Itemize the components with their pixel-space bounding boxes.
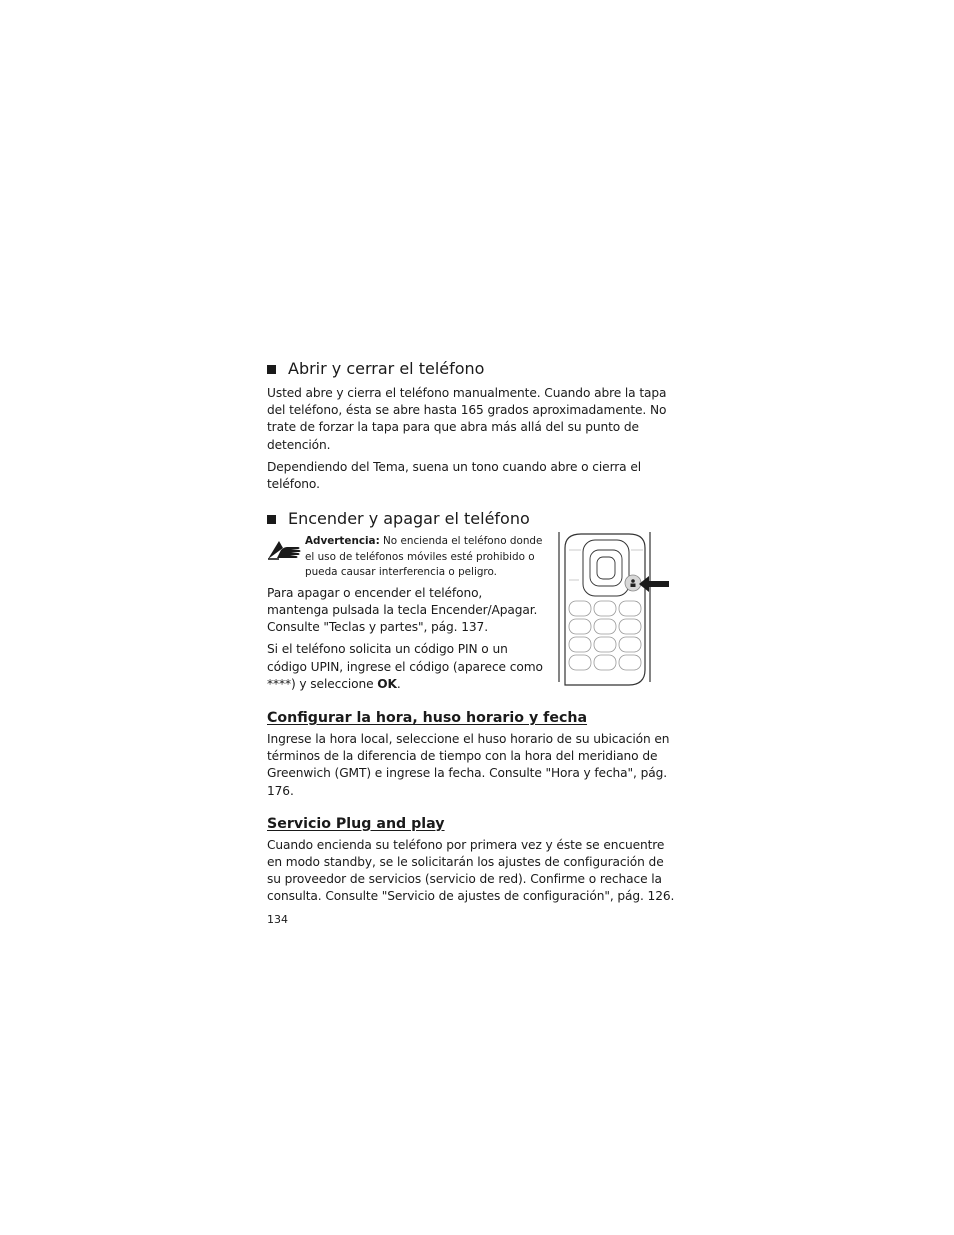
paragraph-time-date: Ingrese la hora local, seleccione el huso horario de su ubicación en términos de la diferencia de tiempo con la hora del meridiano de Greenwich (GMT) e ingrese la fecha. Consulte "Hora y fecha", pág. 176. [267, 731, 670, 798]
bullet-square-icon [267, 515, 276, 524]
subheading-plug-and-play: Servicio Plug and play [267, 815, 445, 832]
warning-text: No encienda el teléfono donde el uso de teléfonos móviles esté prohibido o pueda causar interferencia o peligro. [305, 535, 543, 579]
page-number: 134 [267, 912, 288, 926]
paragraph-power-key: Para apagar o encender el teléfono, mantenga pulsada la tecla Encender/Apagar. Consulte "Teclas y partes", pág. 137. [267, 585, 538, 635]
warning-label: Advertencia: [305, 535, 380, 548]
page-content [267, 358, 679, 927]
section-heading-power [267, 508, 679, 530]
bullet-square-icon [267, 365, 276, 374]
paragraph-pin: Si el teléfono solicita un código PIN o un código UPIN, ingrese el código (aparece como ****) y seleccione OK. [267, 642, 543, 691]
paragraph-plug-and-play: Cuando encienda su teléfono por primera vez y éste se encuentre en modo standby, se le solicitarán los ajustes de configuración de su proveedor de servicios (servicio de red). Confirme o rechace la consulta. Consulte "Servicio de ajustes de configuración", pág. 126. [267, 837, 675, 904]
ok-label: OK [377, 676, 397, 691]
paragraph-open-close: Usted abre y cierra el teléfono manualmente. Cuando abre la tapa del teléfono, ésta se abre hasta 165 grados aproximadamente. No trate de forzar la tapa para que abra más allá del su punto de detención. [267, 386, 667, 452]
section-heading-open-close [267, 358, 679, 380]
subheading-time-date: Configurar la hora, huso horario y fecha [267, 709, 588, 726]
paragraph-theme-tone: Dependiendo del Tema, suena un tono cuando abre o cierra el teléfono. [267, 459, 642, 492]
warning-hand-icon [267, 538, 305, 564]
phone-keypad-illustration [557, 530, 672, 688]
power-section-body [267, 534, 679, 693]
heading-text: Abrir y cerrar el teléfono [288, 359, 485, 378]
warning-note [267, 534, 547, 581]
heading-text: Encender y apagar el teléfono [288, 509, 530, 529]
arrow-left-icon [639, 576, 669, 592]
